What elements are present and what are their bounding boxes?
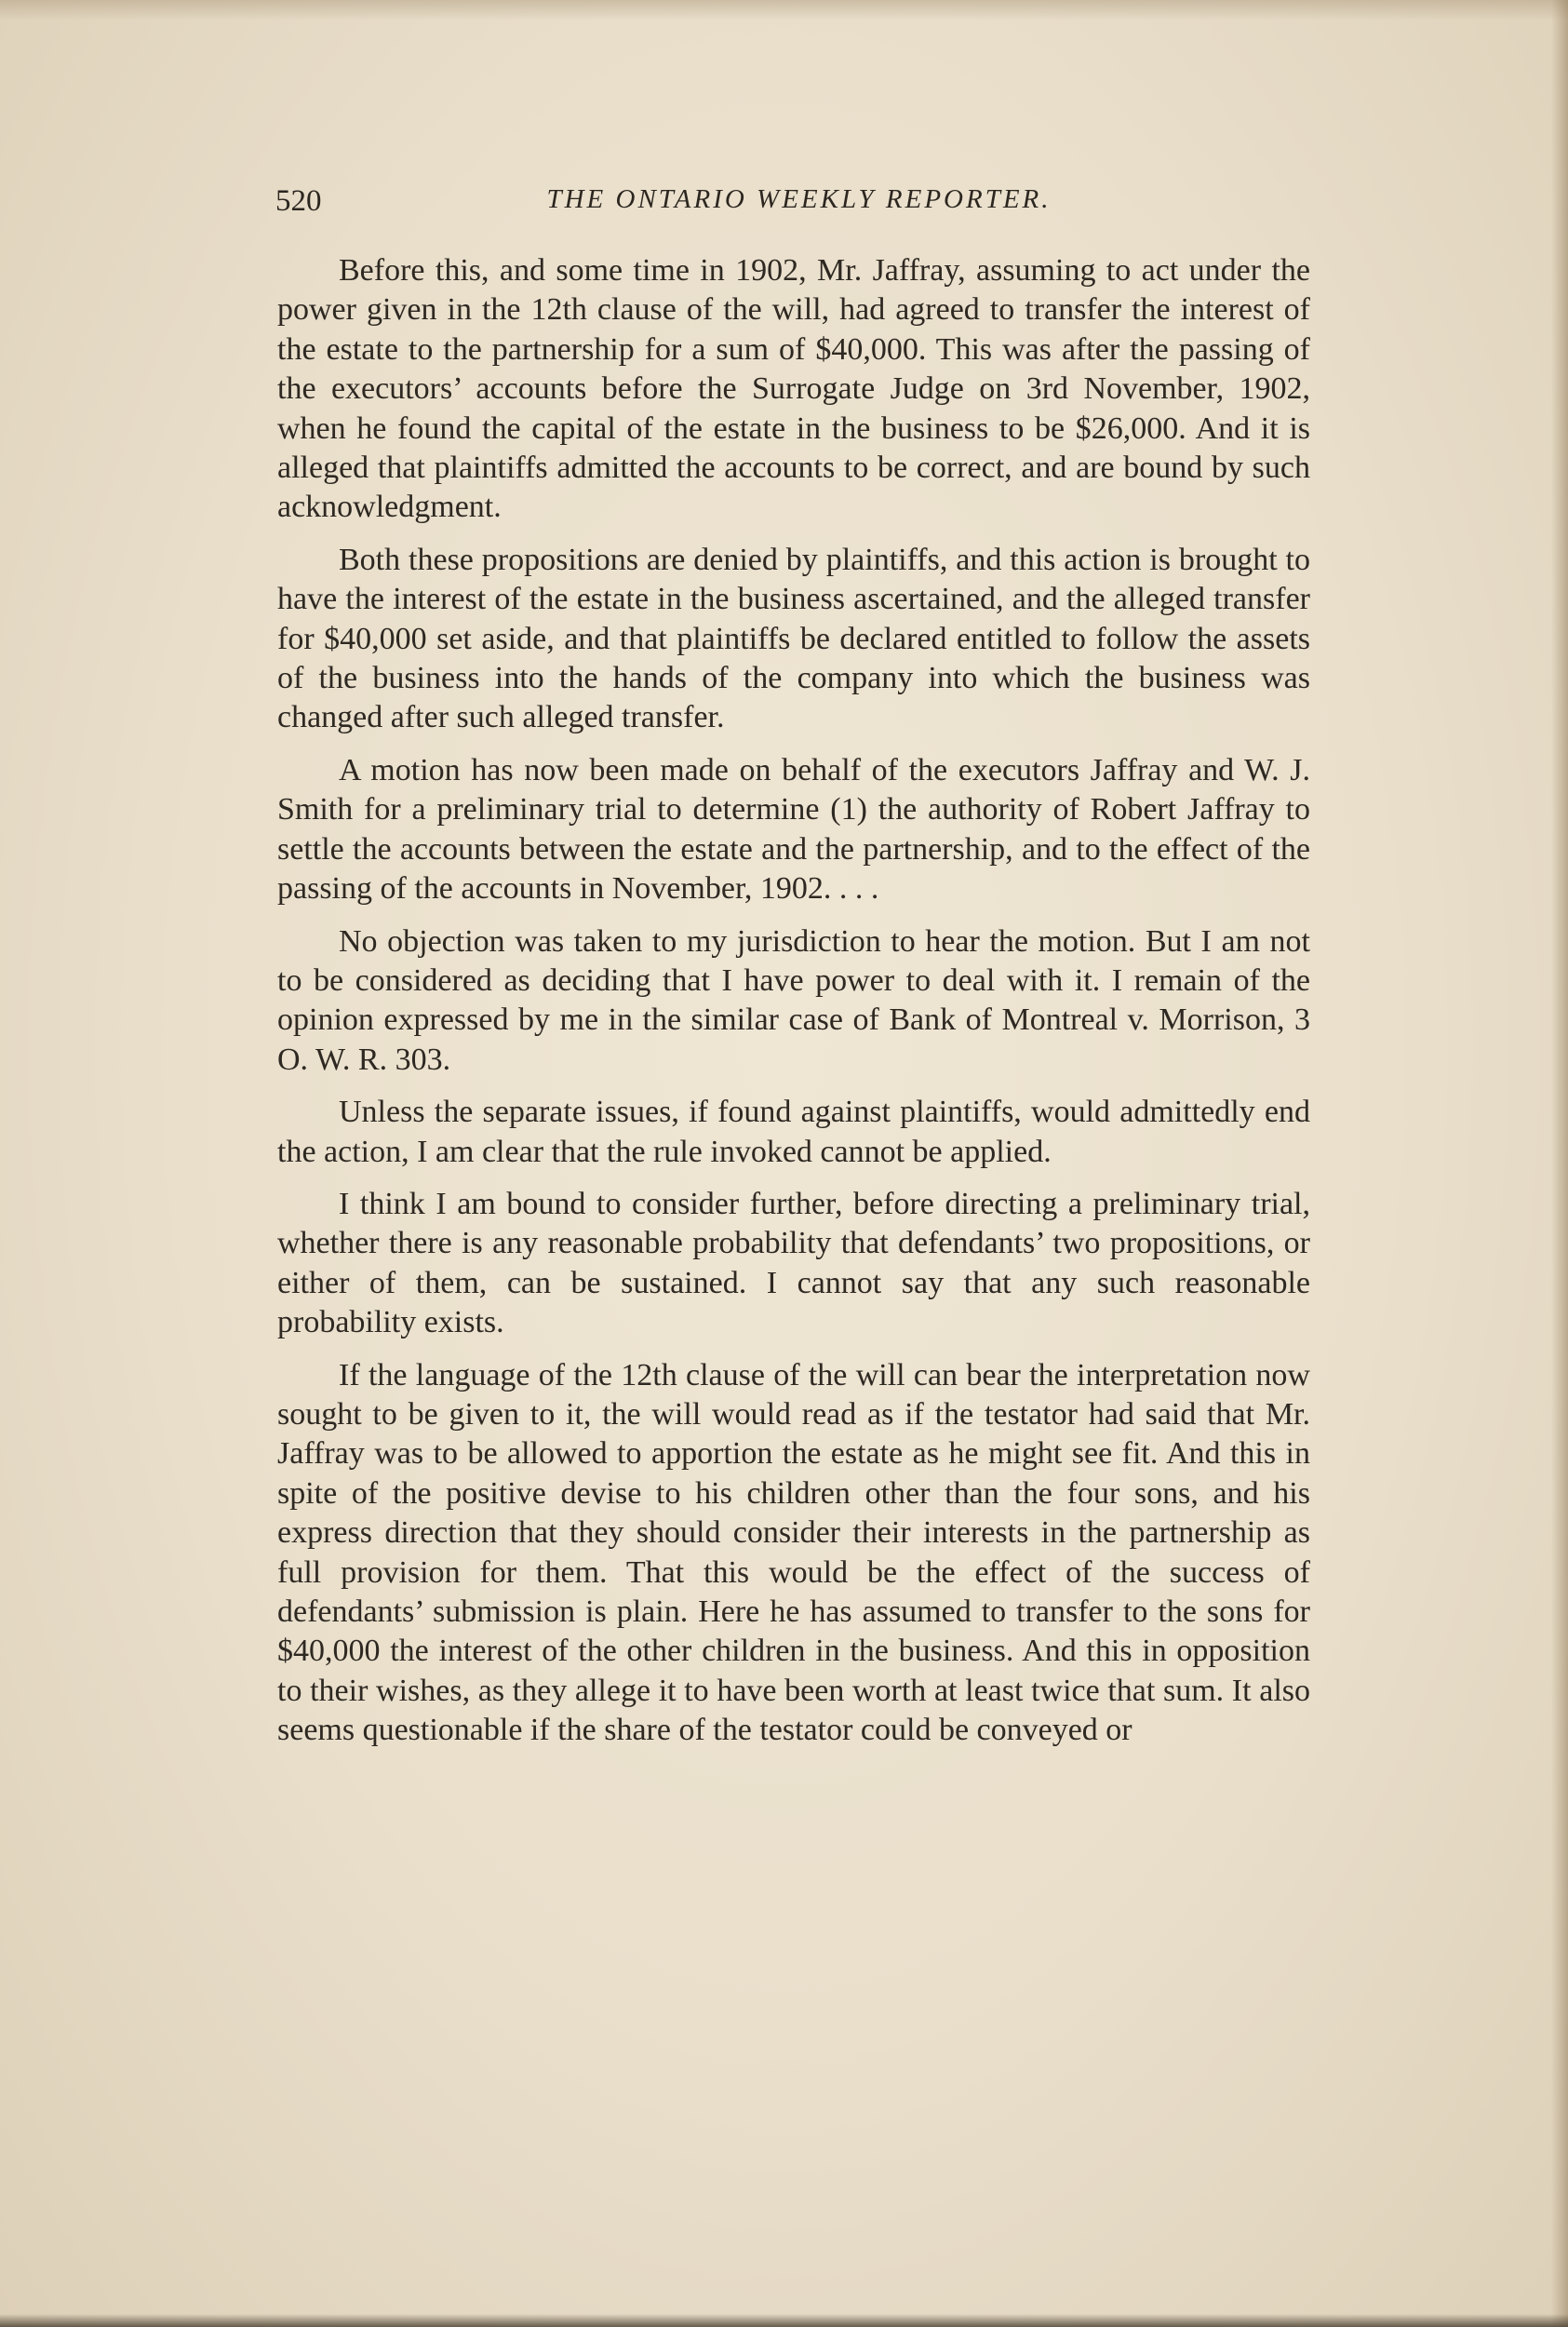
running-title: THE ONTARIO WEEKLY REPORTER. xyxy=(546,184,1052,214)
page-number: 520 xyxy=(275,184,322,218)
paragraph: Unless the separate issues, if found against plaintiffs, would admittedly end the action, I am clear that the rule invoked cannot be applied. xyxy=(277,1095,1310,1169)
paragraph: Both these propositions are denied by plaintiffs, and this action is brought to have the interest of the estate in the business ascertained, and the alleged transfer for $40,000 set aside, and that plaintiffs be declared entitled to follow the assets of the business into the hands of the company into which the business was changed after such alleged transfer. xyxy=(277,542,1310,735)
page-bottom-edge xyxy=(0,2314,1568,2327)
paragraph: Before this, and some time in 1902, Mr. Jaffray, assuming to act under the power given in the 12th clause of the will, had agreed to transfer the interest of the estate to the partnership for a sum of $40,000. This was after the passing of the executors’ accounts before the Surrogate Judge on 3rd November, 1902, when he found the capital of the estate in the business to be $26,000. And it is alleged that plaintiffs admitted the accounts to be correct, and are bound by such acknowledgment. xyxy=(277,253,1310,525)
paragraph: A motion has now been made on behalf of the executors Jaffray and W. J. Smith for a preliminary trial to determine (1) the authority of Robert Jaffray to settle the accounts between the estate and the partnership, and to the effect of the passing of the accounts in November, 1902. . . . xyxy=(277,752,1310,907)
paragraph: If the language of the 12th clause of the will can bear the interpretation now sought to be given to it, the will would read as if the testator had said that Mr. Jaffray was to be allowed to apportion the estate as he might see fit. And this in spite of the positive devise to his children other than the four sons, and his express direction that they should consider their interests in the partnership as full provision for them. That this would be the effect of the success of defendants’ submission is plain. Here he has assumed to transfer to the sons for $40,000 the interest of the other children in the business. And this in opposition to their wishes, as they allege it to have been worth at least twice that sum. It also seems questionable if the share of the testator could be conveyed or xyxy=(277,1357,1310,1748)
paragraph: I think I am bound to consider further, before directing a preliminary trial, whether there is any reasonable probability that defendants’ two propositions, or either of them, can be sustained. I cannot say that any such reasonable probability exists. xyxy=(277,1186,1310,1340)
page-right-edge xyxy=(1551,0,1568,2327)
paragraph: No objection was taken to my jurisdiction to hear the motion. But I am not to be considered as deciding that I have power to deal with it. I remain of the opinion expressed by me in the similar case of Bank of Montreal v. Morrison, 3 O. W. R. 303. xyxy=(277,923,1310,1077)
page-header xyxy=(275,177,1322,223)
page-top-shadow xyxy=(0,0,1568,20)
body-text xyxy=(277,251,1310,1764)
